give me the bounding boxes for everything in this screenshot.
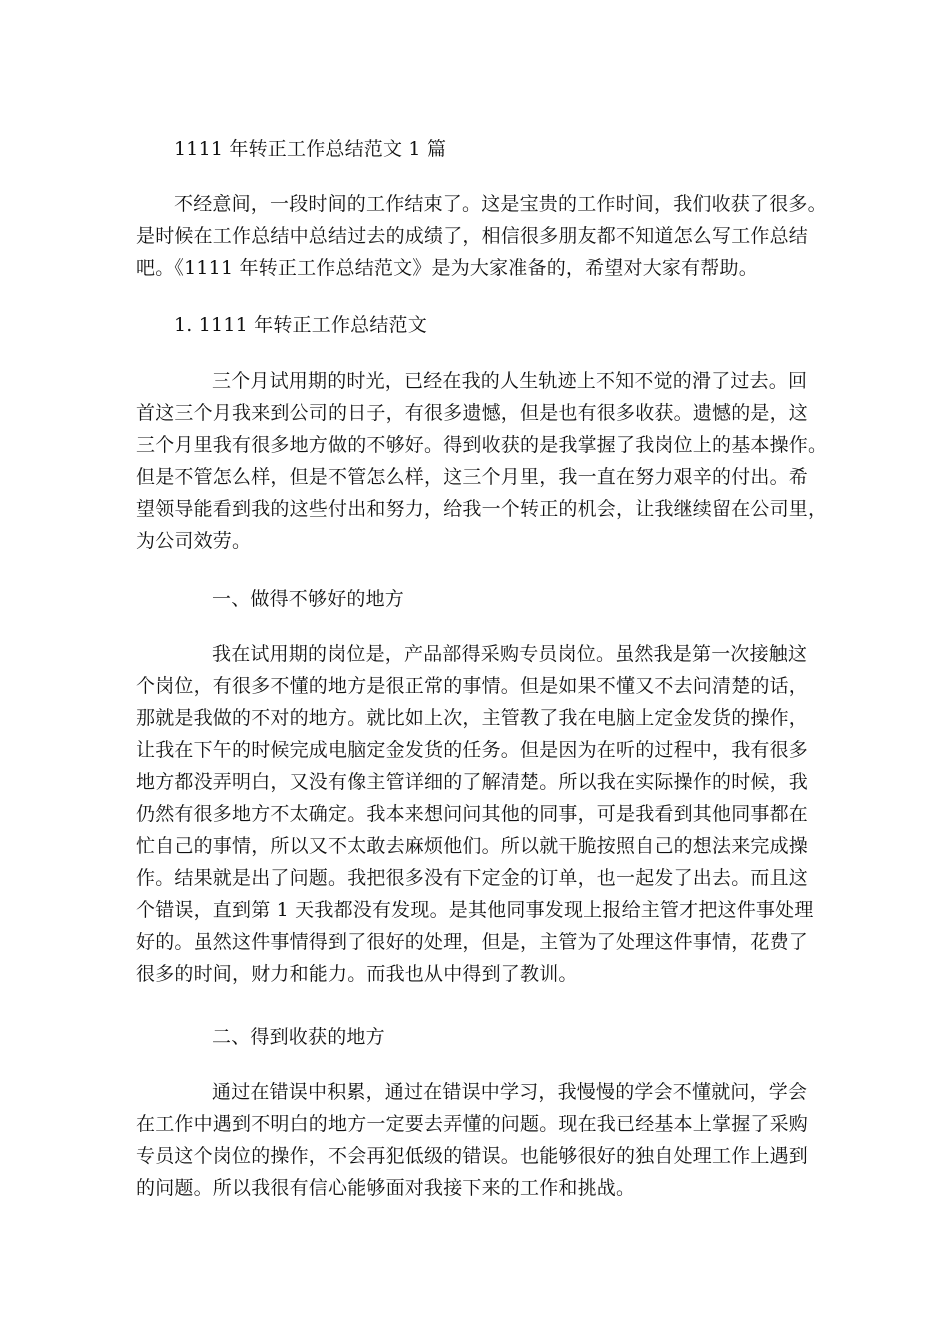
paragraph-line: 但是不管怎么样，但是不管怎么样，这三个月里，我一直在努力艰辛的付出。希 xyxy=(136,466,809,488)
intro-paragraph xyxy=(136,188,827,284)
paragraph-line: 的问题。所以我很有信心能够面对我接下来的工作和挑战。 xyxy=(136,1177,636,1199)
paragraph-line: 仍然有很多地方不太确定。我本来想问问其他的同事，可是我看到其他同事都在 xyxy=(136,803,809,825)
paragraph-line: 不经意间，一段时间的工作结束了。这是宝贵的工作时间，我们收获了很多。 xyxy=(174,193,827,215)
subsection-paragraph xyxy=(136,638,820,990)
subsection-heading xyxy=(136,1021,820,1053)
paragraph-line: 三个月里我有很多地方做的不够好。得到收获的是我掌握了我岗位上的基本操作。 xyxy=(136,434,828,456)
paragraph-line: 让我在下午的时候完成电脑定金发货的任务。但是因为在听的过程中，我有很多 xyxy=(136,739,809,761)
paragraph-line: 吧。《1111 年转正工作总结范文》是为大家准备的，希望对大家有帮助。 xyxy=(136,257,758,279)
paragraph-line: 在工作中遇到不明白的地方一定要去弄懂的问题。现在我已经基本上掌握了采购 xyxy=(136,1113,809,1135)
subsection-paragraph xyxy=(136,1076,820,1204)
paragraph-line: 忙自己的事情，所以又不太敢去麻烦他们。所以就干脆按照自己的想法来完成操 xyxy=(136,835,809,857)
section-heading xyxy=(136,309,820,341)
paragraph-line: 好的。虽然这件事情得到了很好的处理，但是，主管为了处理这件事情，花费了 xyxy=(136,931,809,953)
paragraph-line: 作。结果就是出了问题。我把很多没有下定金的订单，也一起发了出去。而且这 xyxy=(136,867,809,889)
section-heading-text: 1. 1111 年转正工作总结范文 xyxy=(174,314,427,336)
paragraph-line: 个错误，直到第 1 天我都没有发现。是其他同事发现上报给主管才把这件事处理 xyxy=(136,899,814,921)
paragraph-line: 通过在错误中积累，通过在错误中学习，我慢慢的学会不懂就问，学会 xyxy=(212,1081,808,1103)
paragraph-line: 专员这个岗位的操作，不会再犯低级的错误。也能够很好的独自处理工作上遇到 xyxy=(136,1145,809,1167)
section-paragraph xyxy=(136,365,828,557)
paragraph-line: 那就是我做的不对的地方。就比如上次，主管教了我在电脑上定金发货的操作， xyxy=(136,707,809,729)
paragraph-line: 地方都没弄明白，又没有像主管详细的了解清楚。所以我在实际操作的时候，我 xyxy=(136,771,809,793)
paragraph-line: 望领导能看到我的这些付出和努力，给我一个转正的机会，让我继续留在公司里， xyxy=(136,498,828,520)
paragraph-line: 我在试用期的岗位是，产品部得采购专员岗位。虽然我是第一次接触这 xyxy=(212,643,808,665)
paragraph-line: 个岗位，有很多不懂的地方是很正常的事情。但是如果不懂又不去问清楚的话， xyxy=(136,675,809,697)
document-title xyxy=(136,133,820,165)
paragraph-line: 三个月试用期的时光，已经在我的人生轨迹上不知不觉的滑了过去。回 xyxy=(212,370,808,392)
paragraph-line: 是时候在工作总结中总结过去的成绩了，相信很多朋友都不知道怎么写工作总结 xyxy=(136,225,809,247)
paragraph-line: 首这三个月我来到公司的日子，有很多遗憾，但是也有很多收获。遗憾的是，这 xyxy=(136,402,809,424)
subsection-heading-text: 二、得到收获的地方 xyxy=(212,1026,385,1048)
subsection-heading-text: 一、做得不够好的地方 xyxy=(212,588,405,610)
paragraph-line: 为公司效劳。 xyxy=(136,530,252,552)
document-title-text: 1111 年转正工作总结范文 1 篇 xyxy=(174,138,447,160)
paragraph-line: 很多的时间，财力和能力。而我也从中得到了教训。 xyxy=(136,963,578,985)
subsection-heading xyxy=(136,583,820,615)
